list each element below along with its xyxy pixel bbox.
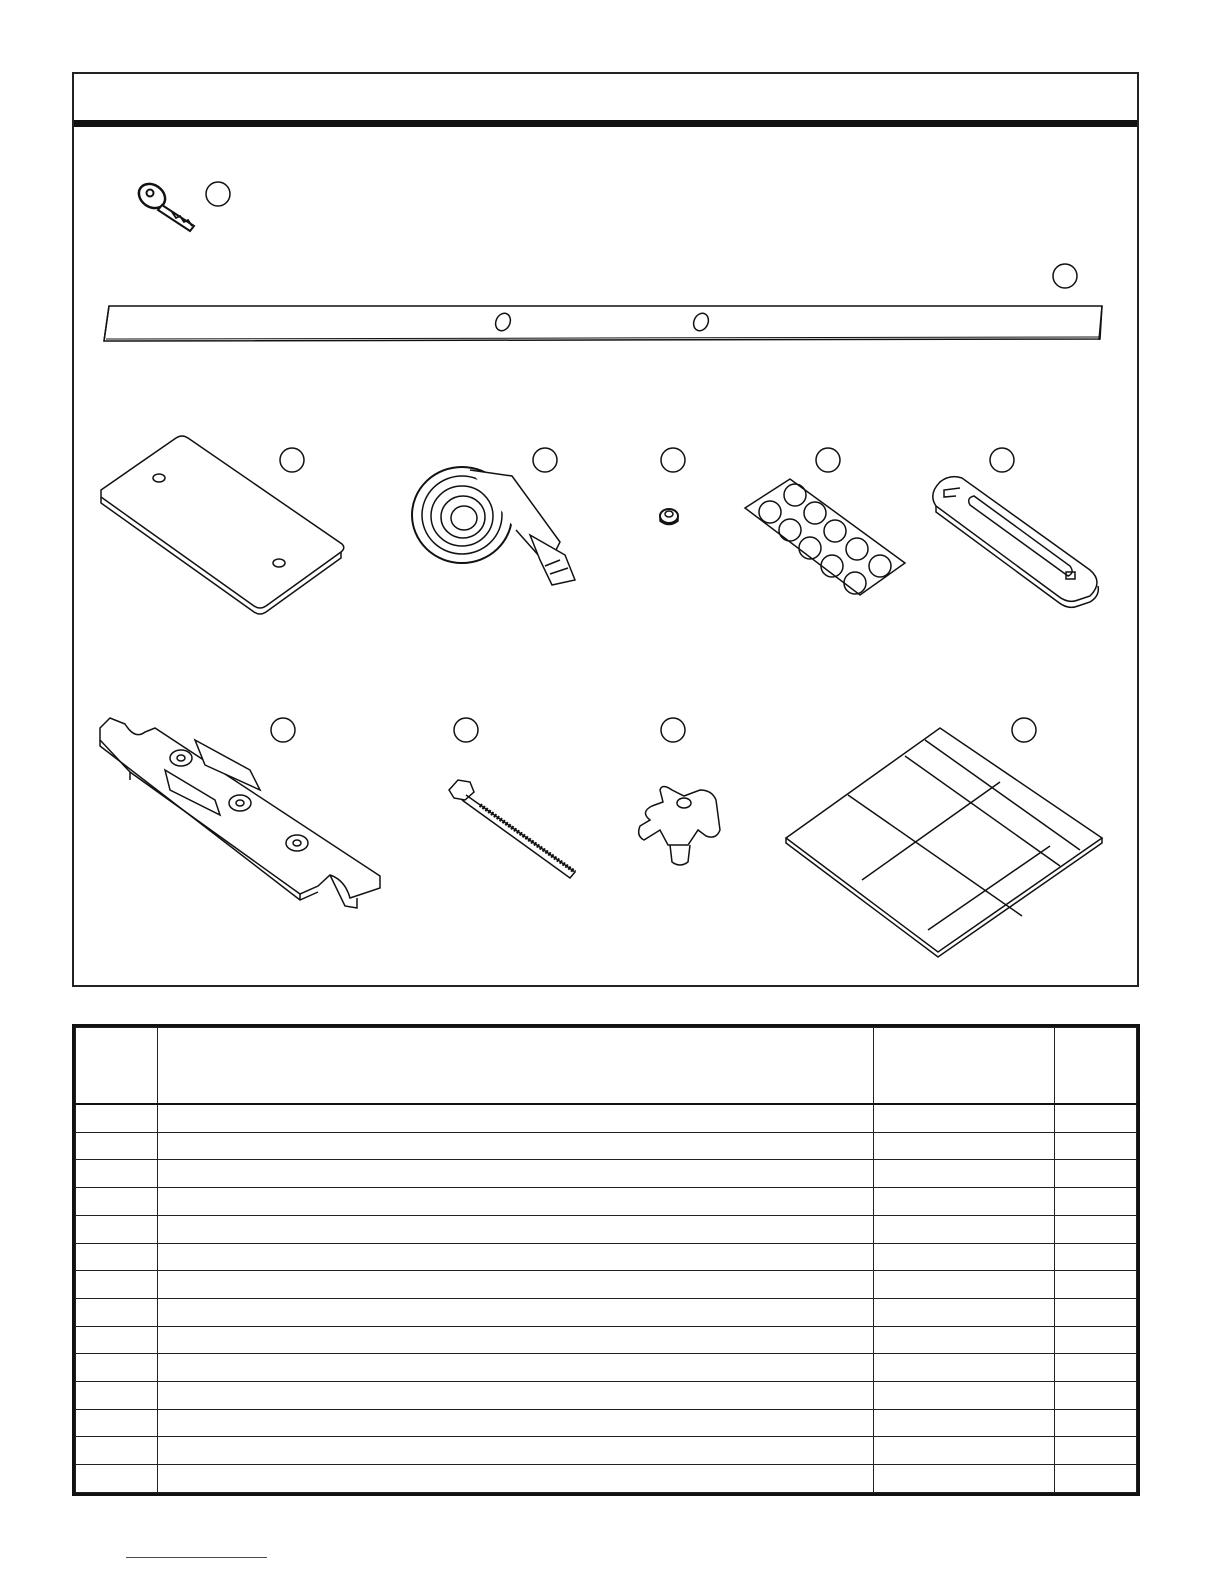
table-cell	[158, 1243, 874, 1271]
table-cell	[1055, 1243, 1137, 1271]
table-cell	[76, 1409, 158, 1437]
table-row	[76, 1104, 1137, 1132]
footer-link[interactable]	[126, 1557, 267, 1559]
table-cell	[76, 1354, 158, 1382]
table-cell	[76, 1465, 158, 1493]
header-cell	[76, 1028, 158, 1105]
table-cell	[158, 1132, 874, 1160]
bolt-icon	[449, 780, 575, 878]
table-cell	[76, 1271, 158, 1299]
table-cell	[874, 1437, 1055, 1465]
table-row	[76, 1188, 1137, 1216]
table-cell	[76, 1215, 158, 1243]
table-cell	[158, 1298, 874, 1326]
table-cell	[1055, 1326, 1137, 1354]
table-cell	[874, 1104, 1055, 1132]
tape-roll-icon	[412, 467, 575, 585]
table-cell	[158, 1104, 874, 1132]
table-cell	[1055, 1465, 1137, 1493]
table-cell	[158, 1354, 874, 1382]
table-row	[76, 1132, 1137, 1160]
table-cell	[874, 1215, 1055, 1243]
table-cell	[1055, 1104, 1137, 1132]
table-cell	[1055, 1382, 1137, 1410]
table-cell	[1055, 1354, 1137, 1382]
table-cell	[1055, 1132, 1137, 1160]
table-cell	[874, 1188, 1055, 1216]
table-cell	[76, 1437, 158, 1465]
table-cell	[76, 1104, 158, 1132]
table-cell	[76, 1298, 158, 1326]
table-cell	[874, 1382, 1055, 1410]
table-cell	[874, 1132, 1055, 1160]
table-row	[76, 1271, 1137, 1299]
bumper-pads-icon	[745, 479, 905, 595]
table-cell	[158, 1160, 874, 1188]
callout-circle	[206, 182, 230, 206]
table-cell	[76, 1326, 158, 1354]
table-row	[76, 1326, 1137, 1354]
plate-icon	[101, 436, 344, 614]
table-row	[76, 1437, 1137, 1465]
table-cell	[158, 1465, 874, 1493]
table-row	[76, 1354, 1137, 1382]
slotted-link-icon	[933, 477, 1099, 608]
table-cell	[158, 1188, 874, 1216]
table-cell	[874, 1160, 1055, 1188]
table-cell	[158, 1409, 874, 1437]
table-cell	[874, 1409, 1055, 1437]
table-cell	[158, 1382, 874, 1410]
table-cell	[874, 1326, 1055, 1354]
table-cell	[1055, 1215, 1137, 1243]
table-row	[76, 1298, 1137, 1326]
table-row	[76, 1215, 1137, 1243]
table-row	[76, 1243, 1137, 1271]
table-cell	[76, 1243, 158, 1271]
table-cell	[874, 1243, 1055, 1271]
table-row	[76, 1465, 1137, 1493]
table-cell	[874, 1271, 1055, 1299]
table-cell	[158, 1326, 874, 1354]
table-row	[76, 1409, 1137, 1437]
table-cell	[1055, 1298, 1137, 1326]
lock-washer-icon	[660, 509, 678, 525]
table-cell	[874, 1465, 1055, 1493]
parts-list-table	[72, 1024, 1140, 1496]
table-row	[76, 1160, 1137, 1188]
table-row	[76, 1382, 1137, 1410]
table-cell	[76, 1160, 158, 1188]
key-icon	[134, 179, 194, 231]
table-cell	[1055, 1271, 1137, 1299]
table-cell	[76, 1188, 158, 1216]
callout-circle	[1053, 264, 1077, 288]
table-cell	[1055, 1188, 1137, 1216]
table-header-row	[76, 1028, 1137, 1105]
pad-sheet-icon	[786, 728, 1102, 957]
bracket-icon	[100, 718, 380, 908]
table-cell	[874, 1354, 1055, 1382]
table-cell	[158, 1437, 874, 1465]
table-cell	[1055, 1409, 1137, 1437]
table-cell	[1055, 1160, 1137, 1188]
table-cell	[1055, 1437, 1137, 1465]
fence-bar-icon	[104, 306, 1102, 341]
header-cell	[874, 1028, 1055, 1105]
header-cell	[1055, 1028, 1137, 1105]
table-cell	[158, 1271, 874, 1299]
table-cell	[874, 1298, 1055, 1326]
table-cell	[158, 1215, 874, 1243]
knob-icon	[639, 787, 720, 866]
header-cell	[158, 1028, 874, 1105]
table-cell	[76, 1132, 158, 1160]
table-cell	[76, 1382, 158, 1410]
